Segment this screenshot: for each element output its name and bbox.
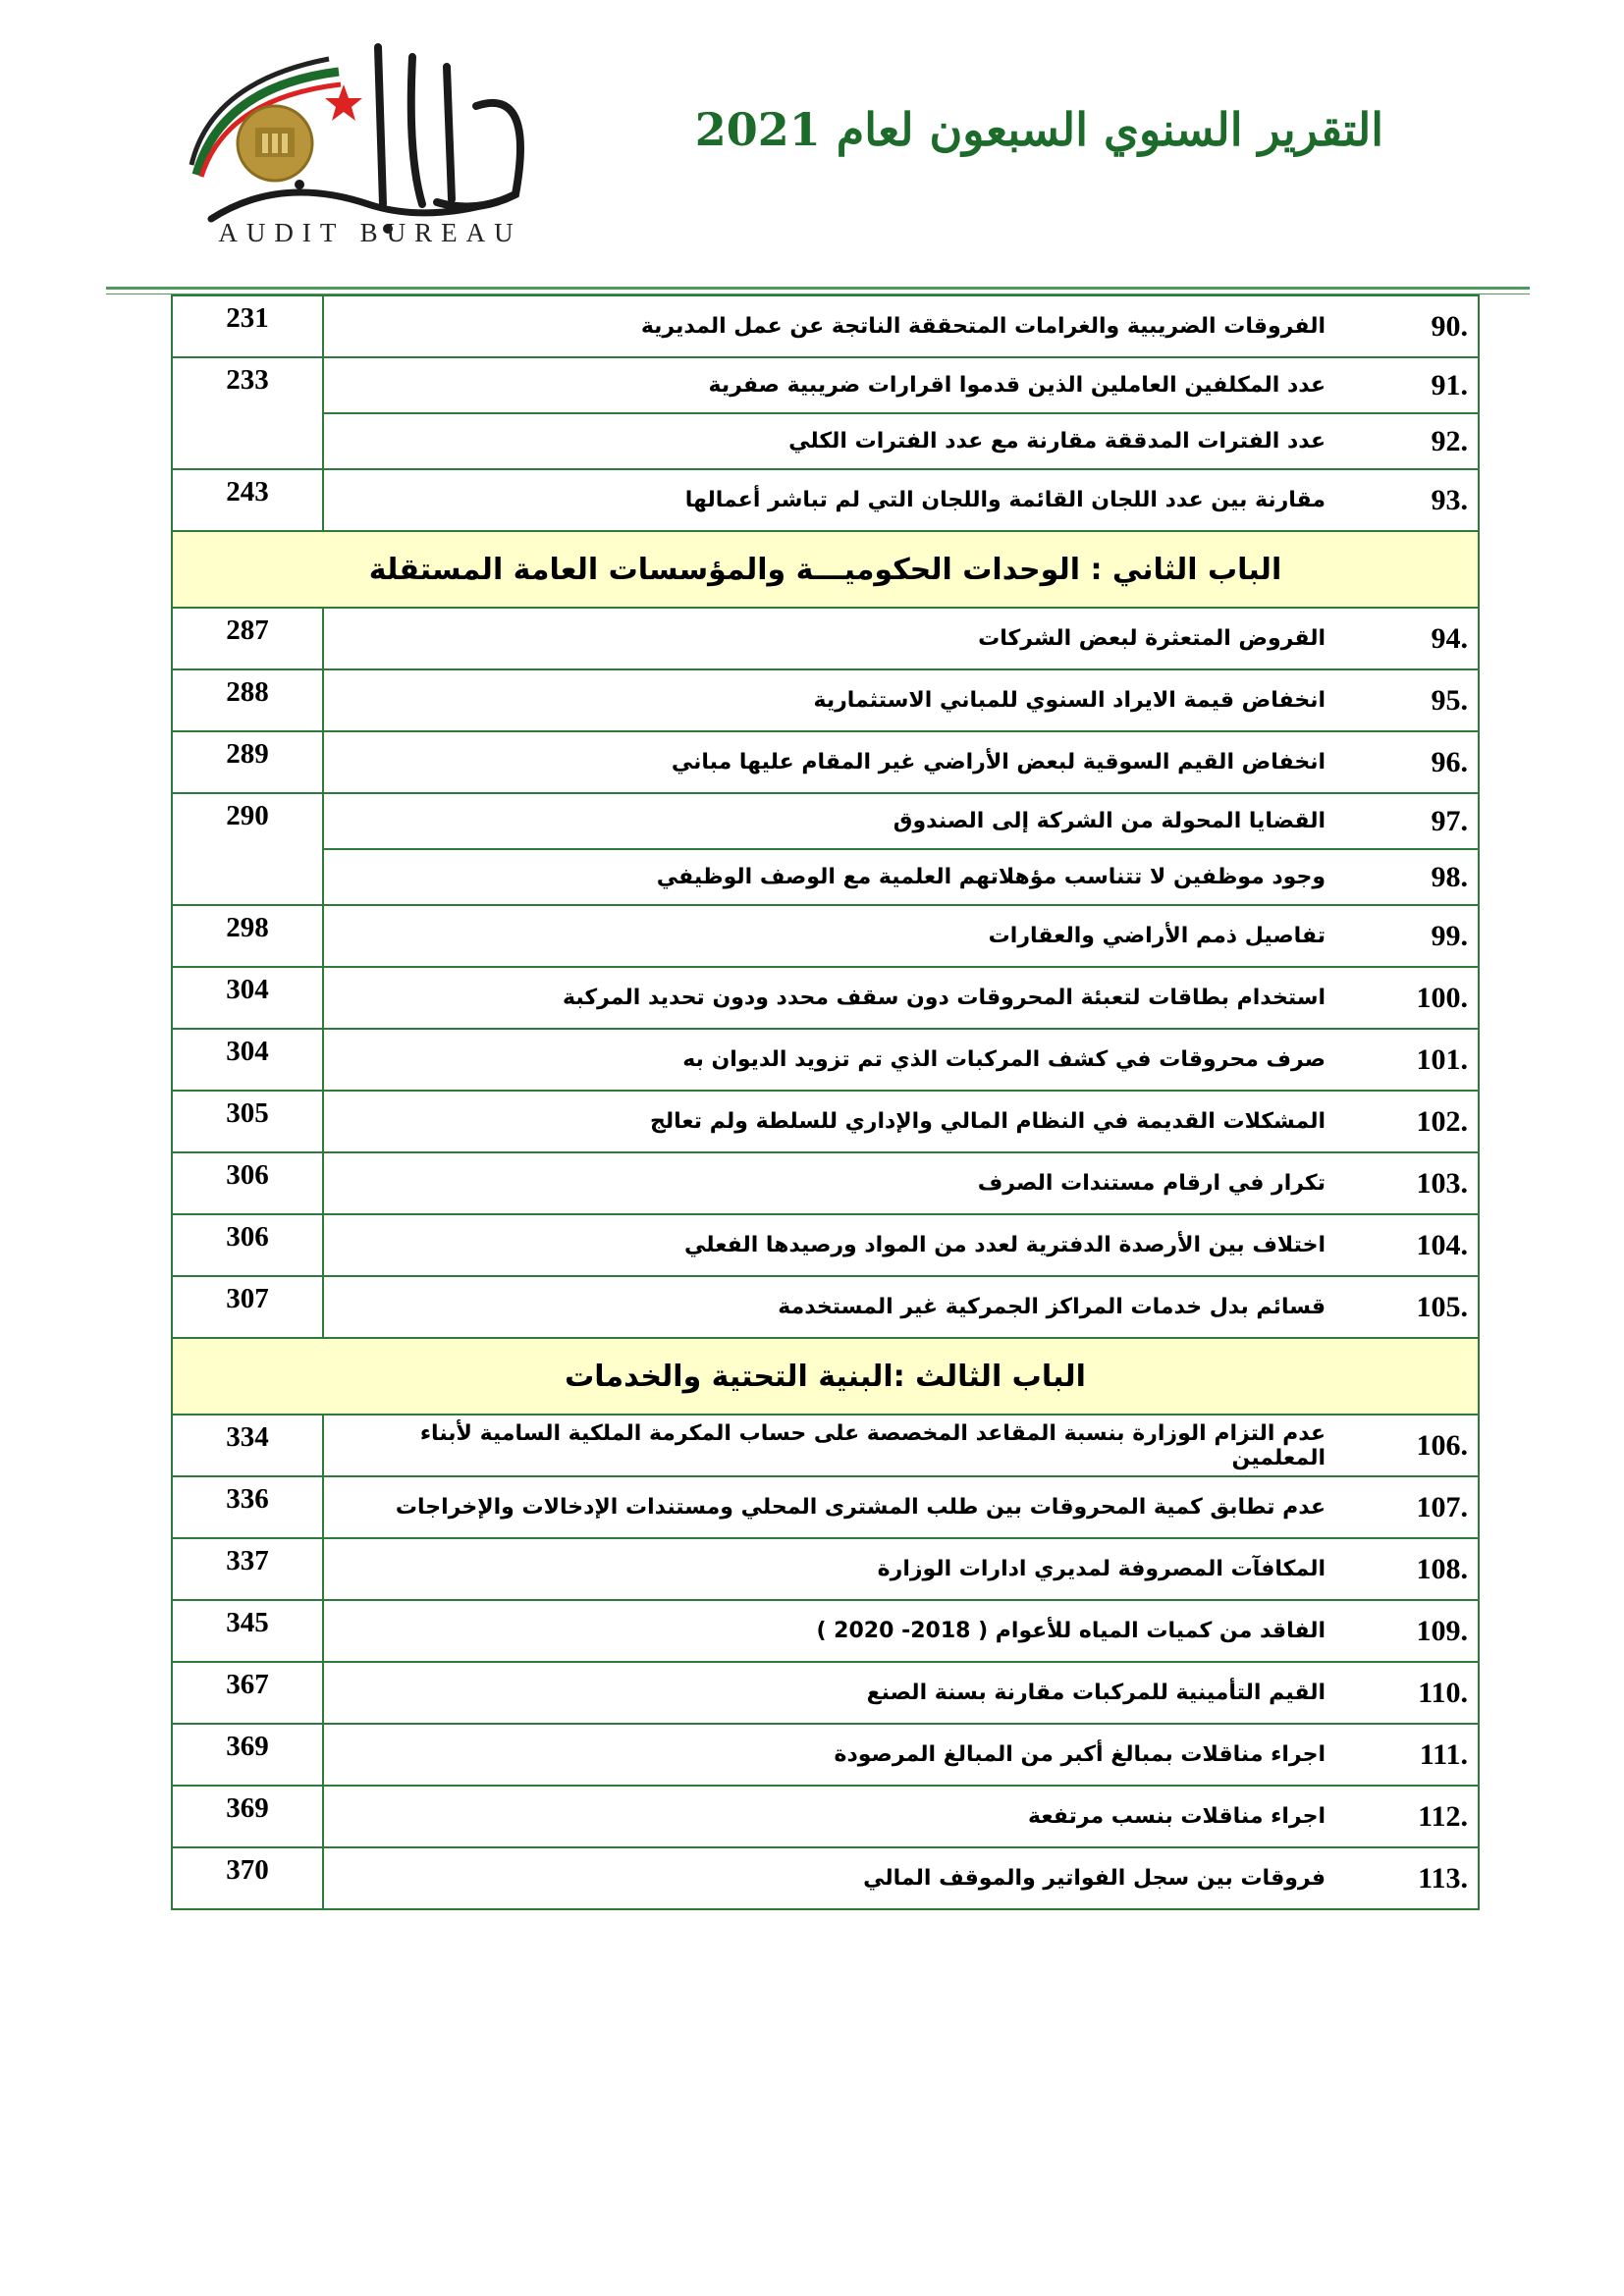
item-number: 103. — [1416, 1166, 1468, 1200]
item-number: 104. — [1416, 1228, 1468, 1261]
item-title: القروض المتعثرة لبعض الشركات — [978, 626, 1326, 651]
item-title: عدم التزام الوزارة بنسبة المقاعد المخصصة على حساب المكرمة الملكية السامية لأبناء المعلمين — [419, 1420, 1326, 1470]
item-cell — [323, 1091, 1479, 1152]
item-number: 112. — [1418, 1799, 1468, 1833]
item-cell — [323, 608, 1479, 669]
page-number: 231 — [172, 295, 323, 357]
table-row — [172, 1415, 1479, 1476]
page-number: 367 — [172, 1662, 323, 1724]
table-row — [172, 295, 1479, 357]
item-cell — [323, 1724, 1479, 1786]
item-number: 96. — [1431, 745, 1468, 778]
item-cell — [323, 1152, 1479, 1214]
page-number: 305 — [172, 1091, 323, 1152]
page-number: 298 — [172, 905, 323, 967]
item-number: 110. — [1418, 1676, 1468, 1709]
item-cell — [323, 413, 1479, 469]
table-row — [172, 1538, 1479, 1600]
item-cell — [323, 469, 1479, 531]
table-row — [172, 1724, 1479, 1786]
table-row — [172, 469, 1479, 531]
page-number: 306 — [172, 1152, 323, 1214]
item-cell — [323, 905, 1479, 967]
section-title: الباب الثالث :البنية التحتية والخدمات — [172, 1338, 1479, 1415]
item-title: انخفاض قيمة الايراد السنوي للمباني الاستثمارية — [813, 688, 1326, 713]
table-row — [172, 967, 1479, 1029]
item-cell — [323, 1786, 1479, 1847]
item-number: 105. — [1416, 1290, 1468, 1323]
table-row — [172, 1091, 1479, 1152]
item-number: 101. — [1416, 1042, 1468, 1076]
page-number: 336 — [172, 1476, 323, 1538]
index-table — [171, 294, 1480, 1910]
report-title: التقرير السنوي السبعون لعام 2021 — [694, 103, 1383, 156]
item-title: اختلاف بين الأرصدة الدفترية لعدد من المواد ورصيدها الفعلي — [683, 1233, 1326, 1257]
item-number: 90. — [1431, 309, 1468, 343]
item-title: تفاصيل ذمم الأراضي والعقارات — [988, 924, 1326, 948]
page-number: 306 — [172, 1214, 323, 1276]
item-number: 99. — [1431, 919, 1468, 952]
item-number: 93. — [1431, 483, 1468, 516]
page-number: 288 — [172, 669, 323, 731]
section-header-row — [172, 1338, 1479, 1415]
item-number: 100. — [1416, 981, 1468, 1014]
table-row — [172, 731, 1479, 793]
page-number: 334 — [172, 1415, 323, 1476]
item-cell — [323, 1662, 1479, 1724]
page-number: 243 — [172, 469, 323, 531]
section-title: الباب الثاني : الوحدات الحكوميـــة والمؤسسات العامة المستقلة — [172, 531, 1479, 608]
item-cell — [323, 1276, 1479, 1338]
item-title: استخدام بطاقات لتعبئة المحروقات دون سقف محدد ودون تحديد المركبة — [563, 986, 1326, 1010]
item-cell — [323, 1415, 1479, 1476]
page-number: 289 — [172, 731, 323, 793]
page-header — [0, 0, 1624, 294]
item-number: 108. — [1416, 1552, 1468, 1585]
item-number: 107. — [1416, 1490, 1468, 1523]
page-number: 370 — [172, 1847, 323, 1909]
item-number: 106. — [1416, 1428, 1468, 1462]
item-title: صرف محروقات في كشف المركبات الذي تم تزويد الديوان به — [682, 1047, 1326, 1072]
table-row — [172, 1786, 1479, 1847]
table-row — [172, 1029, 1479, 1091]
item-cell — [323, 849, 1479, 905]
page-number: 290 — [172, 793, 323, 905]
item-number: 111. — [1419, 1737, 1468, 1771]
item-title: المكافآت المصروفة لمديري ادارات الوزارة — [877, 1557, 1326, 1581]
page-number: 345 — [172, 1600, 323, 1662]
item-cell — [323, 967, 1479, 1029]
header-divider — [106, 287, 1530, 290]
item-title: فروقات بين سجل الفواتير والموقف المالي — [863, 1866, 1326, 1891]
item-cell — [323, 1029, 1479, 1091]
item-title: عدد الفترات المدققة مقارنة مع عدد الفترات الكلي — [788, 429, 1326, 454]
table-row — [172, 1152, 1479, 1214]
item-title: الفروقات الضريبية والغرامات المتحققة الناتجة عن عمل المديرية — [640, 314, 1326, 339]
item-cell — [323, 731, 1479, 793]
table-row — [172, 793, 1479, 849]
item-cell — [323, 669, 1479, 731]
item-number: 97. — [1431, 804, 1468, 837]
table-row — [172, 357, 1479, 413]
page-number: 304 — [172, 967, 323, 1029]
page-number: 337 — [172, 1538, 323, 1600]
item-title: وجود موظفين لا تتناسب مؤهلاتهم العلمية مع الوصف الوظيفي — [656, 865, 1326, 889]
item-number: 113. — [1418, 1861, 1468, 1895]
table-row — [172, 608, 1479, 669]
item-cell — [323, 1476, 1479, 1538]
table-row — [172, 1662, 1479, 1724]
item-title: القضايا المحولة من الشركة إلى الصندوق — [893, 809, 1326, 833]
item-number: 102. — [1416, 1104, 1468, 1138]
page-number: 233 — [172, 357, 323, 469]
item-title: اجراء مناقلات بمبالغ أكبر من المبالغ المرصودة — [834, 1742, 1326, 1767]
item-title: قسائم بدل خدمات المراكز الجمركية غير المستخدمة — [778, 1295, 1326, 1319]
table-row — [172, 669, 1479, 731]
item-title: الفاقد من كميات المياه للأعوام ( 2018- 2020 ) — [816, 1619, 1326, 1643]
table-row — [172, 905, 1479, 967]
item-title: عدم تطابق كمية المحروقات بين طلب المشترى المحلي ومستندات الإدخالات والإخراجات — [395, 1495, 1326, 1520]
item-title: المشكلات القديمة في النظام المالي والإداري للسلطة ولم تعالج — [650, 1109, 1326, 1134]
item-title: القيم التأمينية للمركبات مقارنة بسنة الصنع — [866, 1681, 1326, 1705]
table-row — [172, 1600, 1479, 1662]
item-number: 95. — [1431, 683, 1468, 717]
item-cell — [323, 1847, 1479, 1909]
item-title: تكرار في ارقام مستندات الصرف — [977, 1171, 1326, 1196]
page-number: 369 — [172, 1786, 323, 1847]
table-row — [172, 413, 1479, 469]
page-number: 369 — [172, 1724, 323, 1786]
item-title: عدد المكلفين العاملين الذين قدموا اقرارات ضريبية صفرية — [708, 373, 1326, 398]
item-cell — [323, 357, 1479, 413]
page-number: 287 — [172, 608, 323, 669]
table-row — [172, 1847, 1479, 1909]
table-row — [172, 849, 1479, 905]
item-number: 109. — [1416, 1614, 1468, 1647]
item-number: 98. — [1431, 860, 1468, 893]
logo-english-text: AUDIT BUREAU — [218, 218, 522, 247]
item-number: 94. — [1431, 621, 1468, 655]
table-row — [172, 1476, 1479, 1538]
page-number: 304 — [172, 1029, 323, 1091]
item-cell — [323, 1214, 1479, 1276]
table-row — [172, 1276, 1479, 1338]
item-title: اجراء مناقلات بنسب مرتفعة — [1027, 1804, 1326, 1829]
item-title: مقارنة بين عدد اللجان القائمة واللجان التي لم تباشر أعمالها — [684, 488, 1326, 512]
item-number: 92. — [1431, 424, 1468, 457]
item-cell — [323, 295, 1479, 357]
table-row — [172, 1214, 1479, 1276]
item-cell — [323, 1600, 1479, 1662]
item-number: 91. — [1431, 368, 1468, 401]
item-title: انخفاض القيم السوقية لبعض الأراضي غير المقام عليها مباني — [671, 750, 1326, 774]
page-number: 307 — [172, 1276, 323, 1338]
section-header-row — [172, 531, 1479, 608]
item-cell — [323, 1538, 1479, 1600]
item-cell — [323, 793, 1479, 849]
